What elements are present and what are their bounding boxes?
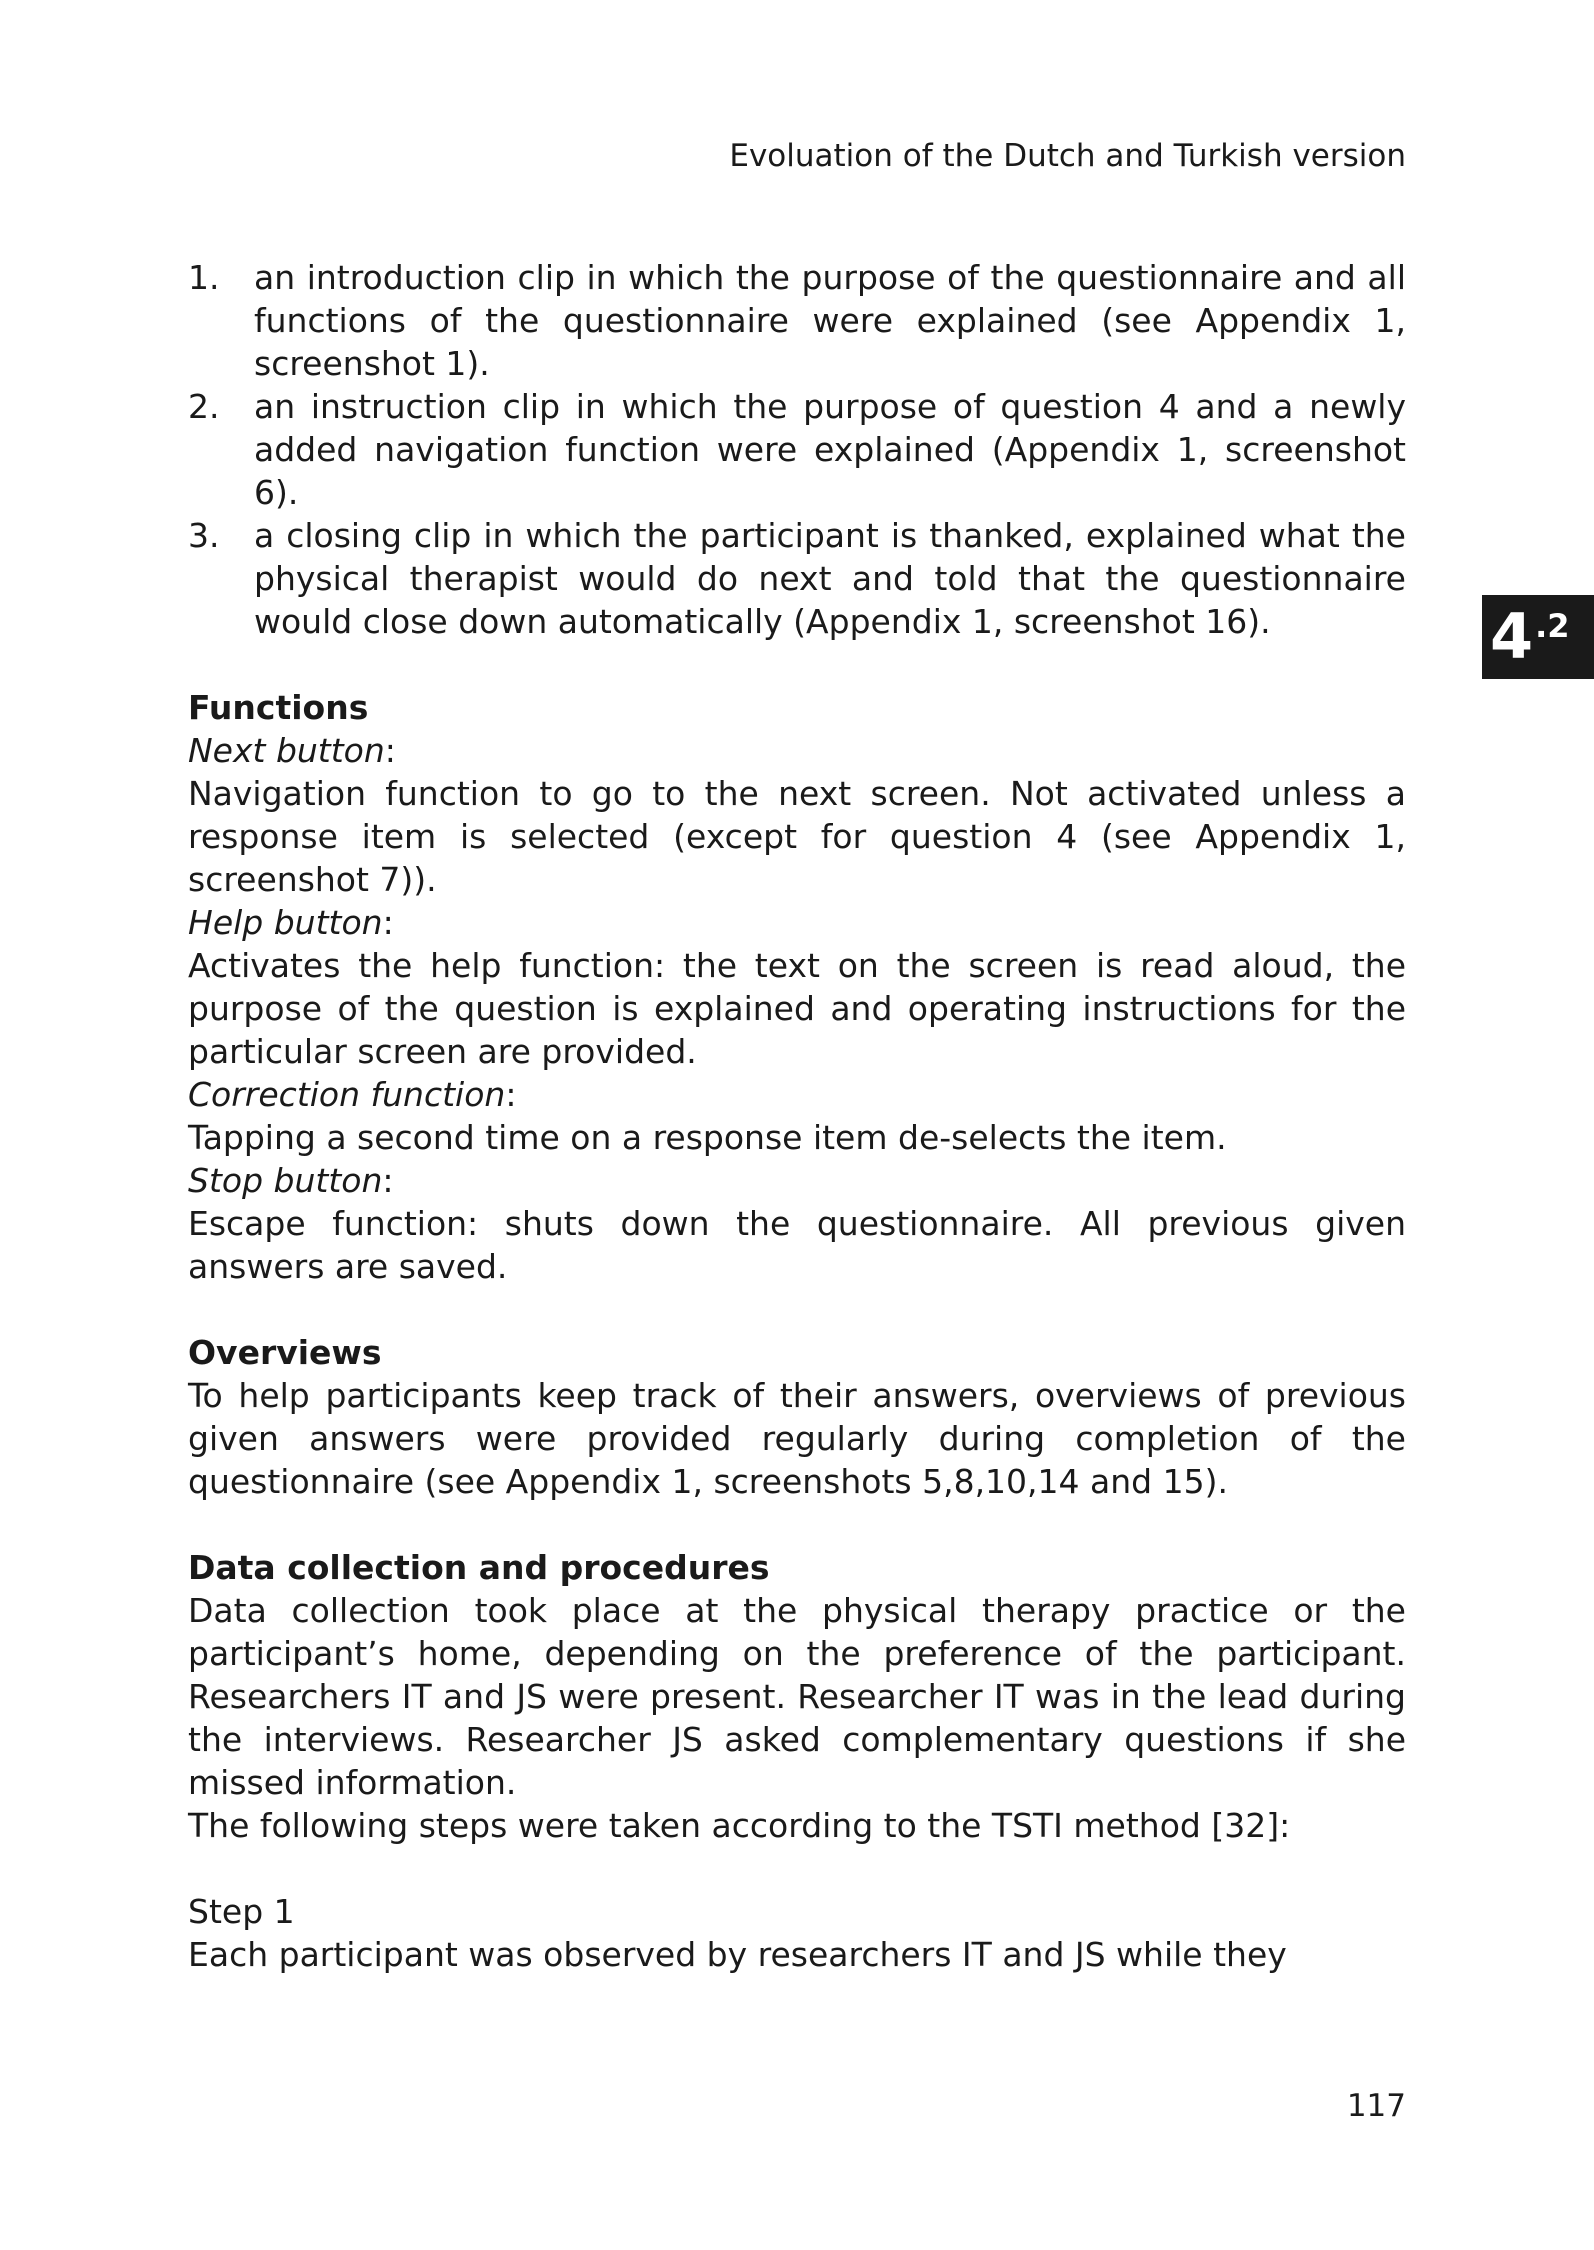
chapter-tab-minor: .2 (1535, 607, 1570, 645)
list-item (188, 256, 1406, 385)
function-description: Tapping a second time on a response item de-selects the item. (188, 1118, 1227, 1157)
list-item-number: 1. (188, 258, 220, 297)
data-collection-paragraph: Data collection took place at the physical therapy practice or the participant’s home, depending on the preference of the participant. Researchers IT and JS were present. Researcher IT was in the lead during the interviews. Researcher JS asked complementary questions if she missed information. (188, 1591, 1406, 1802)
intro-list (188, 256, 1406, 643)
function-term: Help button: (188, 903, 394, 942)
function-term: Stop button: (188, 1161, 394, 1200)
running-header: Evoluation of the Dutch and Turkish version (729, 138, 1406, 174)
list-item (188, 385, 1406, 514)
chapter-tab (1482, 595, 1594, 679)
step-heading: Step 1 (188, 1892, 295, 1931)
data-collection-paragraph: The following steps were taken according to the TSTI method [32]: (188, 1806, 1291, 1845)
step-text: Each participant was observed by researchers IT and JS while they (188, 1935, 1287, 1974)
function-description: Navigation function to go to the next screen. Not activated unless a response item is selected (except for question 4 (see Appendix 1, screenshot 7)). (188, 774, 1406, 899)
data-collection-heading: Data collection and procedures (188, 1548, 770, 1587)
list-item (188, 514, 1406, 643)
chapter-tab-major: 4 (1490, 600, 1534, 673)
list-item-number: 3. (188, 516, 220, 555)
function-term: Next button: (188, 731, 396, 770)
function-term-label: Next button (188, 731, 385, 770)
functions-heading: Functions (188, 688, 369, 727)
list-item-text: an instruction clip in which the purpose of question 4 and a newly added navigation function were explained (Appendix 1, screenshot 6). (254, 387, 1406, 512)
function-term-label: Correction function (188, 1075, 506, 1114)
function-term-label: Help button (188, 903, 383, 942)
overviews-heading: Overviews (188, 1333, 382, 1372)
function-description: Escape function: shuts down the questionnaire. All previous given answers are saved. (188, 1204, 1406, 1286)
main-content (188, 256, 1406, 1976)
page-number: 117 (1346, 2088, 1406, 2124)
function-term: Correction function: (188, 1075, 517, 1114)
list-item-number: 2. (188, 387, 220, 426)
function-term-label: Stop button (188, 1161, 383, 1200)
list-item-text: an introduction clip in which the purpose of the questionnaire and all functions of the questionnaire were explained (see Appendix 1, screenshot 1). (254, 258, 1406, 383)
overviews-text: To help participants keep track of their answers, overviews of previous given answers were provided regularly during completion of the questionnaire (see Appendix 1, screenshots 5,8,10,14 and 15). (188, 1376, 1406, 1501)
list-item-text: a closing clip in which the participant is thanked, explained what the physical therapist would do next and told that the questionnaire would close down automatically (Appendix 1, screenshot 16). (254, 516, 1406, 641)
function-description: Activates the help function: the text on the screen is read aloud, the purpose of the question is explained and operating instructions for the particular screen are provided. (188, 946, 1406, 1071)
